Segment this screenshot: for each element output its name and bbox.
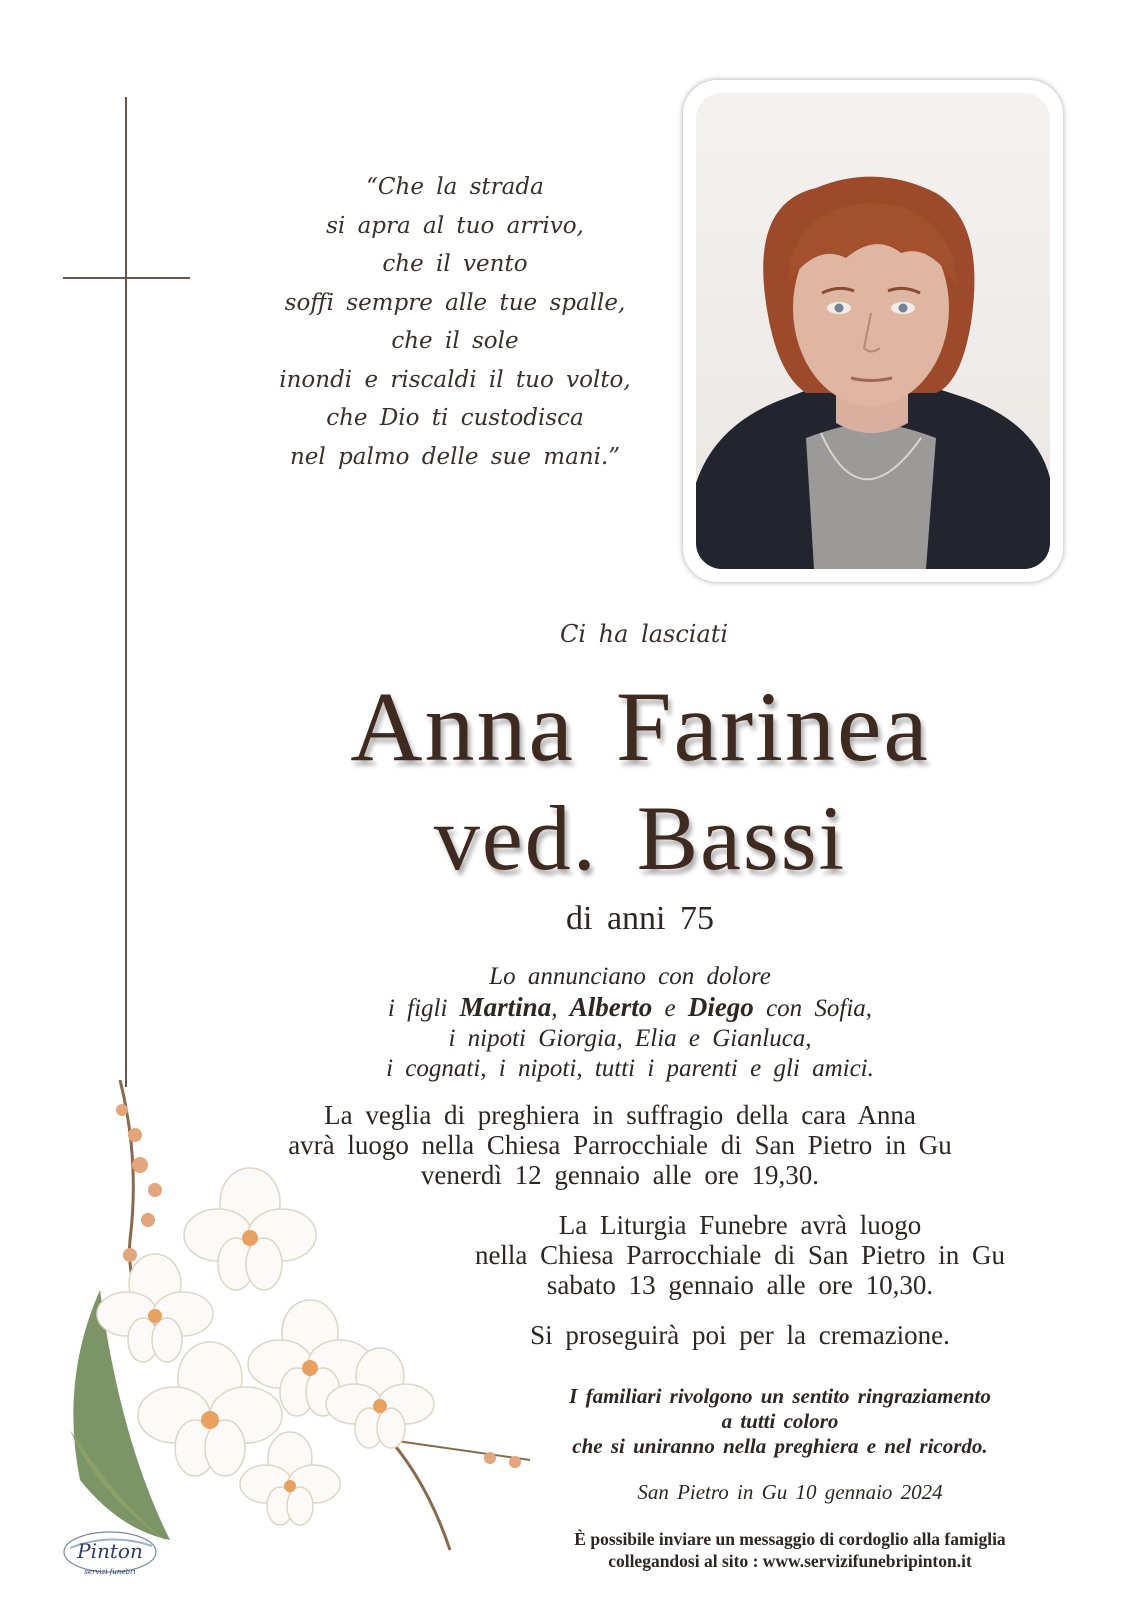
funeral-line: nella Chiesa Parrocchiale di San Pietro in Gu — [474, 1240, 1006, 1270]
memorial-quote — [250, 168, 660, 476]
family-line: i cognati, i nipoti, tutti i parenti e gli amici. — [386, 1055, 874, 1082]
deceased-age: di anni 75 — [566, 900, 714, 937]
quote-line: che il vento — [382, 251, 528, 277]
deceased-name: Anna Farinea — [350, 671, 930, 782]
children-line — [250, 992, 1010, 1024]
children-prefix: i figli — [387, 995, 460, 1022]
svg-text:Pinton: Pinton — [77, 1539, 143, 1563]
quote-line: “Che la strada — [366, 174, 544, 200]
separator: e — [652, 995, 688, 1022]
thanks-notice — [470, 1384, 1090, 1459]
cross-horizontal-bar — [63, 277, 190, 279]
cross-vertical-bar — [125, 97, 127, 1087]
cremation-notice: Si proseguirà poi per la cremazione. — [530, 1320, 950, 1350]
pinton-logo — [60, 1528, 160, 1584]
family-announcement — [250, 962, 1010, 1084]
child-name: Diego — [687, 992, 754, 1022]
thanks-line: a tutti coloro — [721, 1409, 839, 1433]
portrait-photo-frame — [683, 80, 1063, 582]
vigil-line: avrà luogo nella Chiesa Parrocchiale di San Pietro in Gu — [288, 1130, 952, 1160]
vigil-line: La veglia di preghiera in suffragio della cara Anna — [324, 1100, 916, 1130]
vigil-line: venerdì 12 gennaio alle ore 19,30. — [420, 1160, 820, 1190]
quote-line: inondi e riscaldi il tuo volto, — [279, 366, 631, 393]
child-name: Alberto — [569, 992, 653, 1022]
quote-line: che Dio ti custodisca — [326, 405, 584, 431]
funeral-line: sabato 13 gennaio alle ore 10,30. — [546, 1270, 934, 1300]
place-and-date: San Pietro in Gu 10 gennaio 2024 — [637, 1480, 943, 1504]
quote-line: soffi sempre alle tue spalle, — [284, 289, 626, 316]
svg-text:servizi funebri: servizi funebri — [84, 1568, 136, 1576]
family-line: Lo annunciano con dolore — [489, 963, 771, 990]
message-line[interactable]: collegandosi al sito : www.servizifunebripinton.it — [608, 1551, 972, 1571]
funeral-line: La Liturgia Funebre avrà luogo — [558, 1210, 922, 1240]
orchid-flowers-decoration — [60, 1080, 530, 1560]
message-line: È possibile inviare un messaggio di cordoglio alla famiglia — [574, 1529, 1006, 1549]
quote-line: nel palmo delle sue mani.” — [289, 443, 621, 470]
thanks-line: che si uniranno nella preghiera e nel ricordo. — [572, 1434, 988, 1458]
deceased-married-name: ved. Bassi — [433, 787, 847, 889]
separator: , — [551, 995, 570, 1022]
child-name: Martina — [459, 992, 552, 1022]
condolence-message — [480, 1528, 1100, 1572]
quote-line: si apra al tuo arrivo, — [326, 212, 584, 239]
portrait-photo — [696, 93, 1050, 569]
passed-away-intro: Ci ha lasciati — [560, 620, 729, 648]
thanks-line: I familiari rivolgono un sentito ringraziamento — [569, 1384, 991, 1408]
children-suffix: con Sofia, — [753, 995, 873, 1022]
family-line: i nipoti Giorgia, Elia e Gianluca, — [448, 1025, 812, 1052]
quote-line: che il sole — [391, 328, 519, 354]
